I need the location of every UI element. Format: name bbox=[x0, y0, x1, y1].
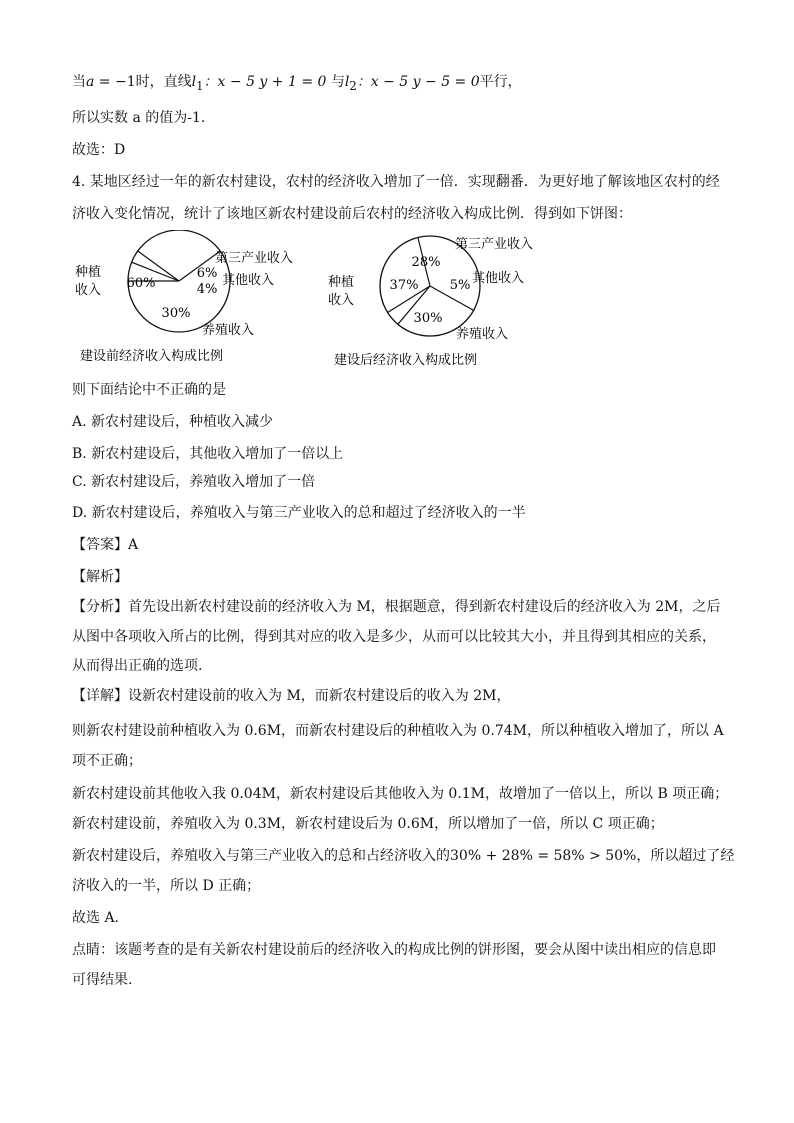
pie-slice-label: 4% bbox=[196, 282, 218, 297]
math-var-l2: l bbox=[344, 74, 350, 90]
math-sub: 2 bbox=[349, 78, 357, 93]
pie2-label-other: 其他收入 bbox=[472, 271, 525, 286]
fenxi-text: 首先设出新农村建设前的经济收入为 M，根据题意，得到新农村建设后的经济收入为 2M，之后 bbox=[128, 599, 721, 615]
detail-text: 新农村建设后，养殖收入与第三产业收入的总和占经济收入的 bbox=[72, 848, 450, 864]
option-d: D. 新农村建设后，养殖收入与第三产业收入的总和超过了经济收入的一半 bbox=[72, 505, 526, 521]
pie-slice-label: 28% bbox=[411, 255, 441, 270]
pie-slice-label: 60% bbox=[126, 276, 156, 291]
intro-line-1 bbox=[72, 72, 522, 96]
pie-slice-label: 30% bbox=[161, 306, 191, 321]
pie2-label-tertiary: 第三产业收入 bbox=[455, 237, 534, 252]
pie1-label-breeding: 养殖收入 bbox=[202, 323, 255, 338]
intro-text: 平行， bbox=[479, 74, 522, 90]
pie1-title: 建设前经济收入构成比例 bbox=[80, 349, 224, 364]
dianjing-line-1: 点睛：该题考查的是有关新农村建设前后的经济收入的构成比例的饼形图，要会从图中读出相应的信息即 bbox=[72, 942, 716, 958]
pie2-label-breeding: 养殖收入 bbox=[456, 327, 509, 342]
detail-line-8: 故选 A. bbox=[72, 910, 120, 926]
detail-line-2: 则新农村建设前种植收入为 0.6M，而新农村建设后的种植收入为 0.74M，所以种植收入增加了，所以 A bbox=[72, 723, 724, 739]
math-expr-l2: ：x − 5 y − 5 = 0 bbox=[356, 74, 480, 90]
pie-slice-label: 6% bbox=[196, 266, 218, 281]
analysis-tag: 【解析】 bbox=[72, 569, 128, 585]
intro-text: = −1时，直线 bbox=[94, 74, 192, 90]
pie-slice-label: 37% bbox=[389, 278, 419, 293]
detail-text: 设新农村建设前的收入为 M，而新农村建设后的收入为 2M， bbox=[128, 688, 511, 704]
math-expr-l1: ：x − 5 y + 1 = 0 bbox=[203, 74, 327, 90]
detail-text: ，所以超过了经 bbox=[636, 848, 735, 864]
math-var-a: a bbox=[86, 74, 95, 90]
detail-line-1 bbox=[72, 686, 510, 706]
pie1-label-planting-1: 种植 bbox=[75, 265, 102, 280]
pie-slice-label: 30% bbox=[413, 311, 443, 326]
pie2-label-planting-1: 种植 bbox=[328, 275, 355, 290]
fenxi-tag: 【分析】 bbox=[72, 599, 128, 615]
intro-text: 与 bbox=[326, 74, 345, 90]
pie1-label-other: 其他收入 bbox=[222, 273, 275, 288]
fenxi-line-1 bbox=[72, 597, 720, 617]
pie-slice-label: 5% bbox=[449, 278, 471, 293]
detail-line-4: 新农村建设前其他收入我 0.04M，新农村建设后其他收入为 0.1M，故增加了一倍以上，所以 B 项正确； bbox=[72, 786, 729, 802]
intro-text: 当 bbox=[72, 74, 86, 90]
pie1-label-tertiary: 第三产业收入 bbox=[215, 251, 294, 266]
intro-line-3: 故选：D bbox=[72, 142, 126, 158]
question-line-2: 济收入变化情况，统计了该地区新农村建设前后农村的经济收入构成比例．得到如下饼图： bbox=[72, 206, 632, 222]
pie2-label-planting-2: 收入 bbox=[328, 293, 355, 308]
fenxi-line-2: 从图中各项收入所占的比例，得到其对应的收入是多少，从而可以比较其大小，并且得到其相应的关系， bbox=[72, 629, 716, 645]
math-var-l1: l bbox=[191, 74, 197, 90]
detail-line-7: 济收入的一半，所以 D 正确； bbox=[72, 878, 261, 894]
detail-line-5: 新农村建设前，养殖收入为 0.3M，新农村建设后为 0.6M，所以增加了一倍，所以 C 项正确； bbox=[72, 816, 664, 832]
pie-charts-svg bbox=[72, 230, 732, 380]
question-line-1: 4. 某地区经过一年的新农村建设，农村的经济收入增加了一倍．实现翻番．为更好地了解该地区农村的经 bbox=[72, 174, 720, 190]
detail-line-3: 项不正确； bbox=[72, 753, 142, 769]
intro-line-2: 所以实数 a 的值为-1. bbox=[72, 110, 206, 126]
answer-tag: 【答案】 bbox=[72, 537, 128, 553]
detail-tag: 【详解】 bbox=[72, 688, 128, 704]
pie-charts-figure bbox=[72, 230, 732, 380]
option-c: C. 新农村建设后，养殖收入增加了一倍 bbox=[72, 474, 316, 490]
pie-chart-before bbox=[127, 230, 230, 332]
detail-line-6 bbox=[72, 846, 734, 866]
pie1-label-planting-2: 收入 bbox=[75, 283, 102, 298]
dianjing-line-2: 可得结果. bbox=[72, 972, 133, 988]
option-b: B. 新农村建设后，其他收入增加了一倍以上 bbox=[72, 446, 344, 462]
fenxi-line-3: 从而得出正确的选项. bbox=[72, 658, 203, 674]
answer-line bbox=[72, 535, 138, 555]
option-a: A. 新农村建设后，种植收入减少 bbox=[72, 414, 274, 430]
detail-math: 30% + 28% = 58% > 50% bbox=[450, 848, 637, 864]
pie2-title: 建设后经济收入构成比例 bbox=[334, 353, 478, 368]
answer-value: A bbox=[128, 537, 139, 553]
math-sub: 1 bbox=[196, 78, 204, 93]
question-prompt: 则下面结论中不正确的是 bbox=[72, 382, 226, 398]
